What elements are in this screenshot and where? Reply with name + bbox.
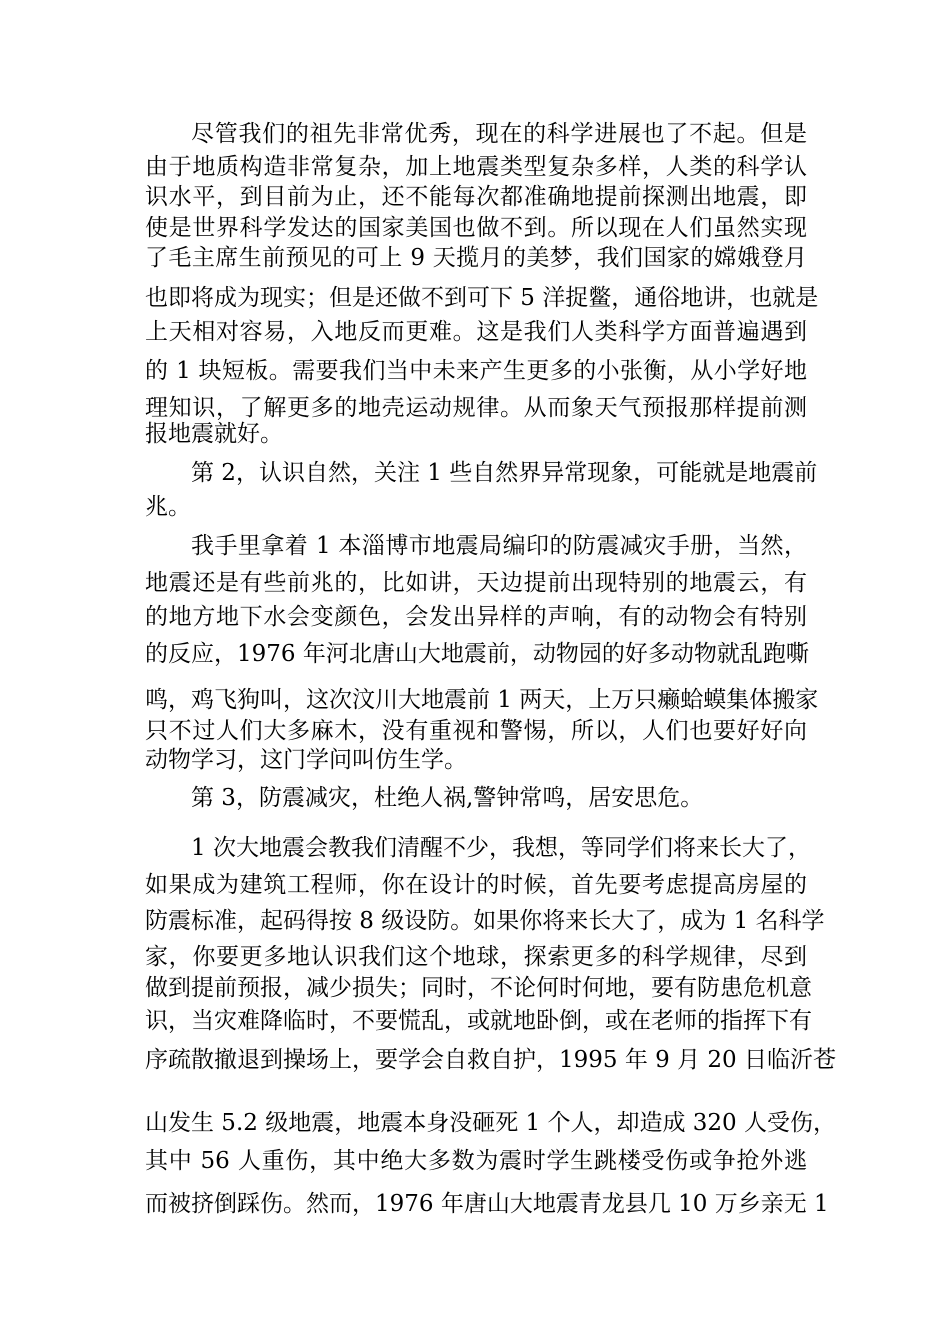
text-line: 理知识，了解更多的地壳运动规律。从而象天气预报那样提前测 <box>145 395 807 421</box>
text-line: 其中 56 人重伤，其中绝大多数为震时学生跳楼受伤或争抢外逃 <box>145 1148 807 1174</box>
text-line: 动物学习，这门学问叫仿生学。 <box>145 747 467 773</box>
text-line: 1 次大地震会教我们清醒不少，我想，等同学们将来长大了， <box>191 835 811 861</box>
text-line: 鸣，鸡飞狗叫，这次汶川大地震前 1 两天，上万只癞蛤蟆集体搬家 <box>145 687 819 713</box>
text-line: 使是世界科学发达的国家美国也做不到。所以现在人们虽然实现 <box>145 215 807 241</box>
text-line: 家，你要更多地认识我们这个地球，探索更多的科学规律，尽到 <box>145 944 807 970</box>
text-line: 报地震就好。 <box>145 421 283 447</box>
text-line: 第 3，防震减灾，杜绝人祸,警钟常鸣，居安思危。 <box>191 785 704 811</box>
text-line: 由于地质构造非常复杂，加上地震类型复杂多样，人类的科学认 <box>145 154 807 180</box>
text-line: 上天相对容易，入地反而更难。这是我们人类科学方面普遍遇到 <box>145 319 807 345</box>
text-line: 也即将成为现实；但是还做不到可下 5 洋捉鳖，通俗地讲，也就是 <box>145 285 819 311</box>
text-line: 防震标准，起码得按 8 级设防。如果你将来长大了，成为 1 名科学 <box>145 908 825 934</box>
text-line: 识，当灾难降临时，不要慌乱，或就地卧倒，或在老师的指挥下有 <box>145 1008 812 1034</box>
text-line: 山发生 5.2 级地震，地震本身没砸死 1 个人，却造成 320 人受伤， <box>145 1110 836 1136</box>
text-line: 的地方地下水会变颜色，会发出异样的声响，有的动物会有特别 <box>145 604 807 630</box>
text-line: 只不过人们大多麻木，没有重视和警惕，所以，人们也要好好向 <box>145 718 807 744</box>
text-line: 而被挤倒踩伤。然而，1976 年唐山大地震青龙县几 10 万乡亲无 1 <box>145 1191 829 1217</box>
text-line: 我手里拿着 1 本淄博市地震局编印的防震减灾手册，当然， <box>191 533 807 559</box>
text-line: 兆。 <box>145 494 191 520</box>
text-line: 尽管我们的祖先非常优秀，现在的科学进展也了不起。但是 <box>191 121 807 147</box>
text-line: 如果成为建筑工程师，你在设计的时候，首先要考虑提高房屋的 <box>145 872 807 898</box>
text-line: 了毛主席生前预见的可上 9 天揽月的美梦，我们国家的嫦娥登月 <box>145 245 807 271</box>
text-line: 的反应，1976 年河北唐山大地震前，动物园的好多动物就乱跑嘶 <box>145 641 809 667</box>
text-line: 地震还是有些前兆的，比如讲，天边提前出现特别的地震云，有 <box>145 570 807 596</box>
text-line: 识水平，到目前为止，还不能每次都准确地提前探测出地震，即 <box>145 184 807 210</box>
text-line: 做到提前预报，减少损失；同时，不论何时何地，要有防患危机意 <box>145 975 812 1001</box>
text-line: 序疏散撤退到操场上，要学会自救自护，1995 年 9 月 20 日临沂苍 <box>145 1047 836 1073</box>
text-line: 的 1 块短板。需要我们当中未来产生更多的小张衡，从小学好地 <box>145 358 807 384</box>
text-line: 第 2，认识自然，关注 1 些自然界异常现象，可能就是地震前 <box>191 460 818 486</box>
